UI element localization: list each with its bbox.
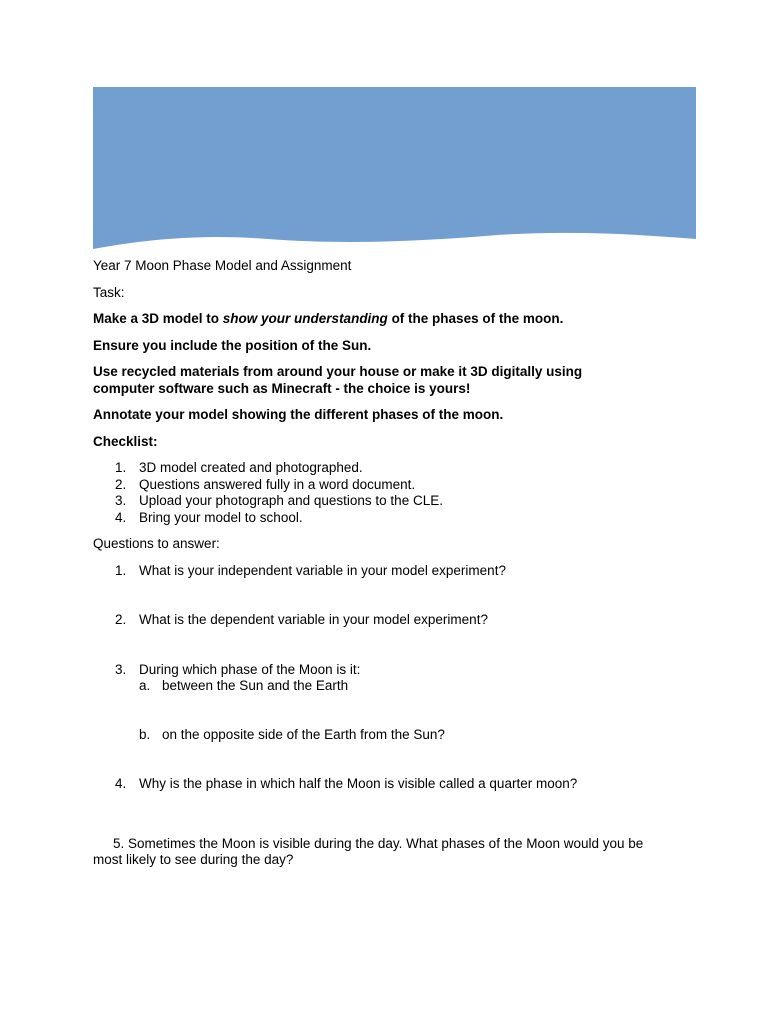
question-3 xyxy=(93,662,693,679)
list-number: 2. xyxy=(115,476,127,492)
question-5-line: most likely to see during the day? xyxy=(93,852,294,867)
question-5 xyxy=(93,836,693,869)
document-title: Year 7 Moon Phase Model and Assignment xyxy=(93,258,352,273)
checklist-item xyxy=(93,477,693,494)
instruction-materials xyxy=(93,364,693,397)
checklist-label: Checklist: xyxy=(93,433,158,449)
task-label: Task: xyxy=(93,284,125,300)
list-number: 4. xyxy=(115,776,127,791)
question-text: What is the dependent variable in your model experiment? xyxy=(139,612,488,627)
question-3a xyxy=(93,678,693,695)
questions-label: Questions to answer: xyxy=(93,536,220,551)
question-text: Why is the phase in which half the Moon is visible called a quarter moon? xyxy=(139,776,578,791)
question-4 xyxy=(93,776,693,793)
document-body xyxy=(93,258,693,869)
checklist-item-text: Upload your photograph and questions to the CLE. xyxy=(139,493,443,508)
list-number: 2. xyxy=(115,612,127,627)
checklist-item xyxy=(93,460,693,477)
question-text: on the opposite side of the Earth from the Sun? xyxy=(162,726,445,742)
instruction-make-model xyxy=(93,311,693,328)
question-3b xyxy=(93,727,693,744)
question-text: between the Sun and the Earth xyxy=(162,678,349,693)
instruction-annotate: Annotate your model showing the different phases of the moon. xyxy=(93,407,504,422)
question-5-line: 5. Sometimes the Moon is visible during the day. What phases of the Moon would you be xyxy=(113,835,644,851)
instruction-materials-line: computer software such as Minecraft - the choice is yours! xyxy=(93,380,471,396)
sub-item-letter: b. xyxy=(139,726,151,742)
checklist-item-text: Questions answered fully in a word document. xyxy=(139,476,416,492)
list-number: 3. xyxy=(115,493,127,508)
checklist xyxy=(93,460,693,526)
checklist-item-text: Bring your model to school. xyxy=(139,509,303,525)
instruction-materials-line: Use recycled materials from around your house or make it 3D digitally using xyxy=(93,364,583,379)
sub-item-letter: a. xyxy=(139,678,151,693)
question-text: During which phase of the Moon is it: xyxy=(139,661,361,677)
list-number: 3. xyxy=(115,661,127,677)
header-banner-shape xyxy=(93,87,696,249)
instruction-emphasis: show your understanding xyxy=(222,311,388,326)
checklist-item xyxy=(93,510,693,527)
checklist-item-text: 3D model created and photographed. xyxy=(139,460,363,475)
instruction-make-model-end: of the phases of the moon. xyxy=(387,311,564,326)
list-number: 1. xyxy=(115,460,127,475)
checklist-item xyxy=(93,493,693,510)
question-text: What is your independent variable in your model experiment? xyxy=(139,562,506,578)
header-banner xyxy=(93,87,696,249)
list-number: 4. xyxy=(115,509,127,525)
list-number: 1. xyxy=(115,562,127,578)
question-2 xyxy=(93,612,693,629)
instruction-sun-position: Ensure you include the position of the Sun. xyxy=(93,337,372,353)
question-1 xyxy=(93,563,693,580)
instruction-make-model-start: Make a 3D model to xyxy=(93,311,223,326)
